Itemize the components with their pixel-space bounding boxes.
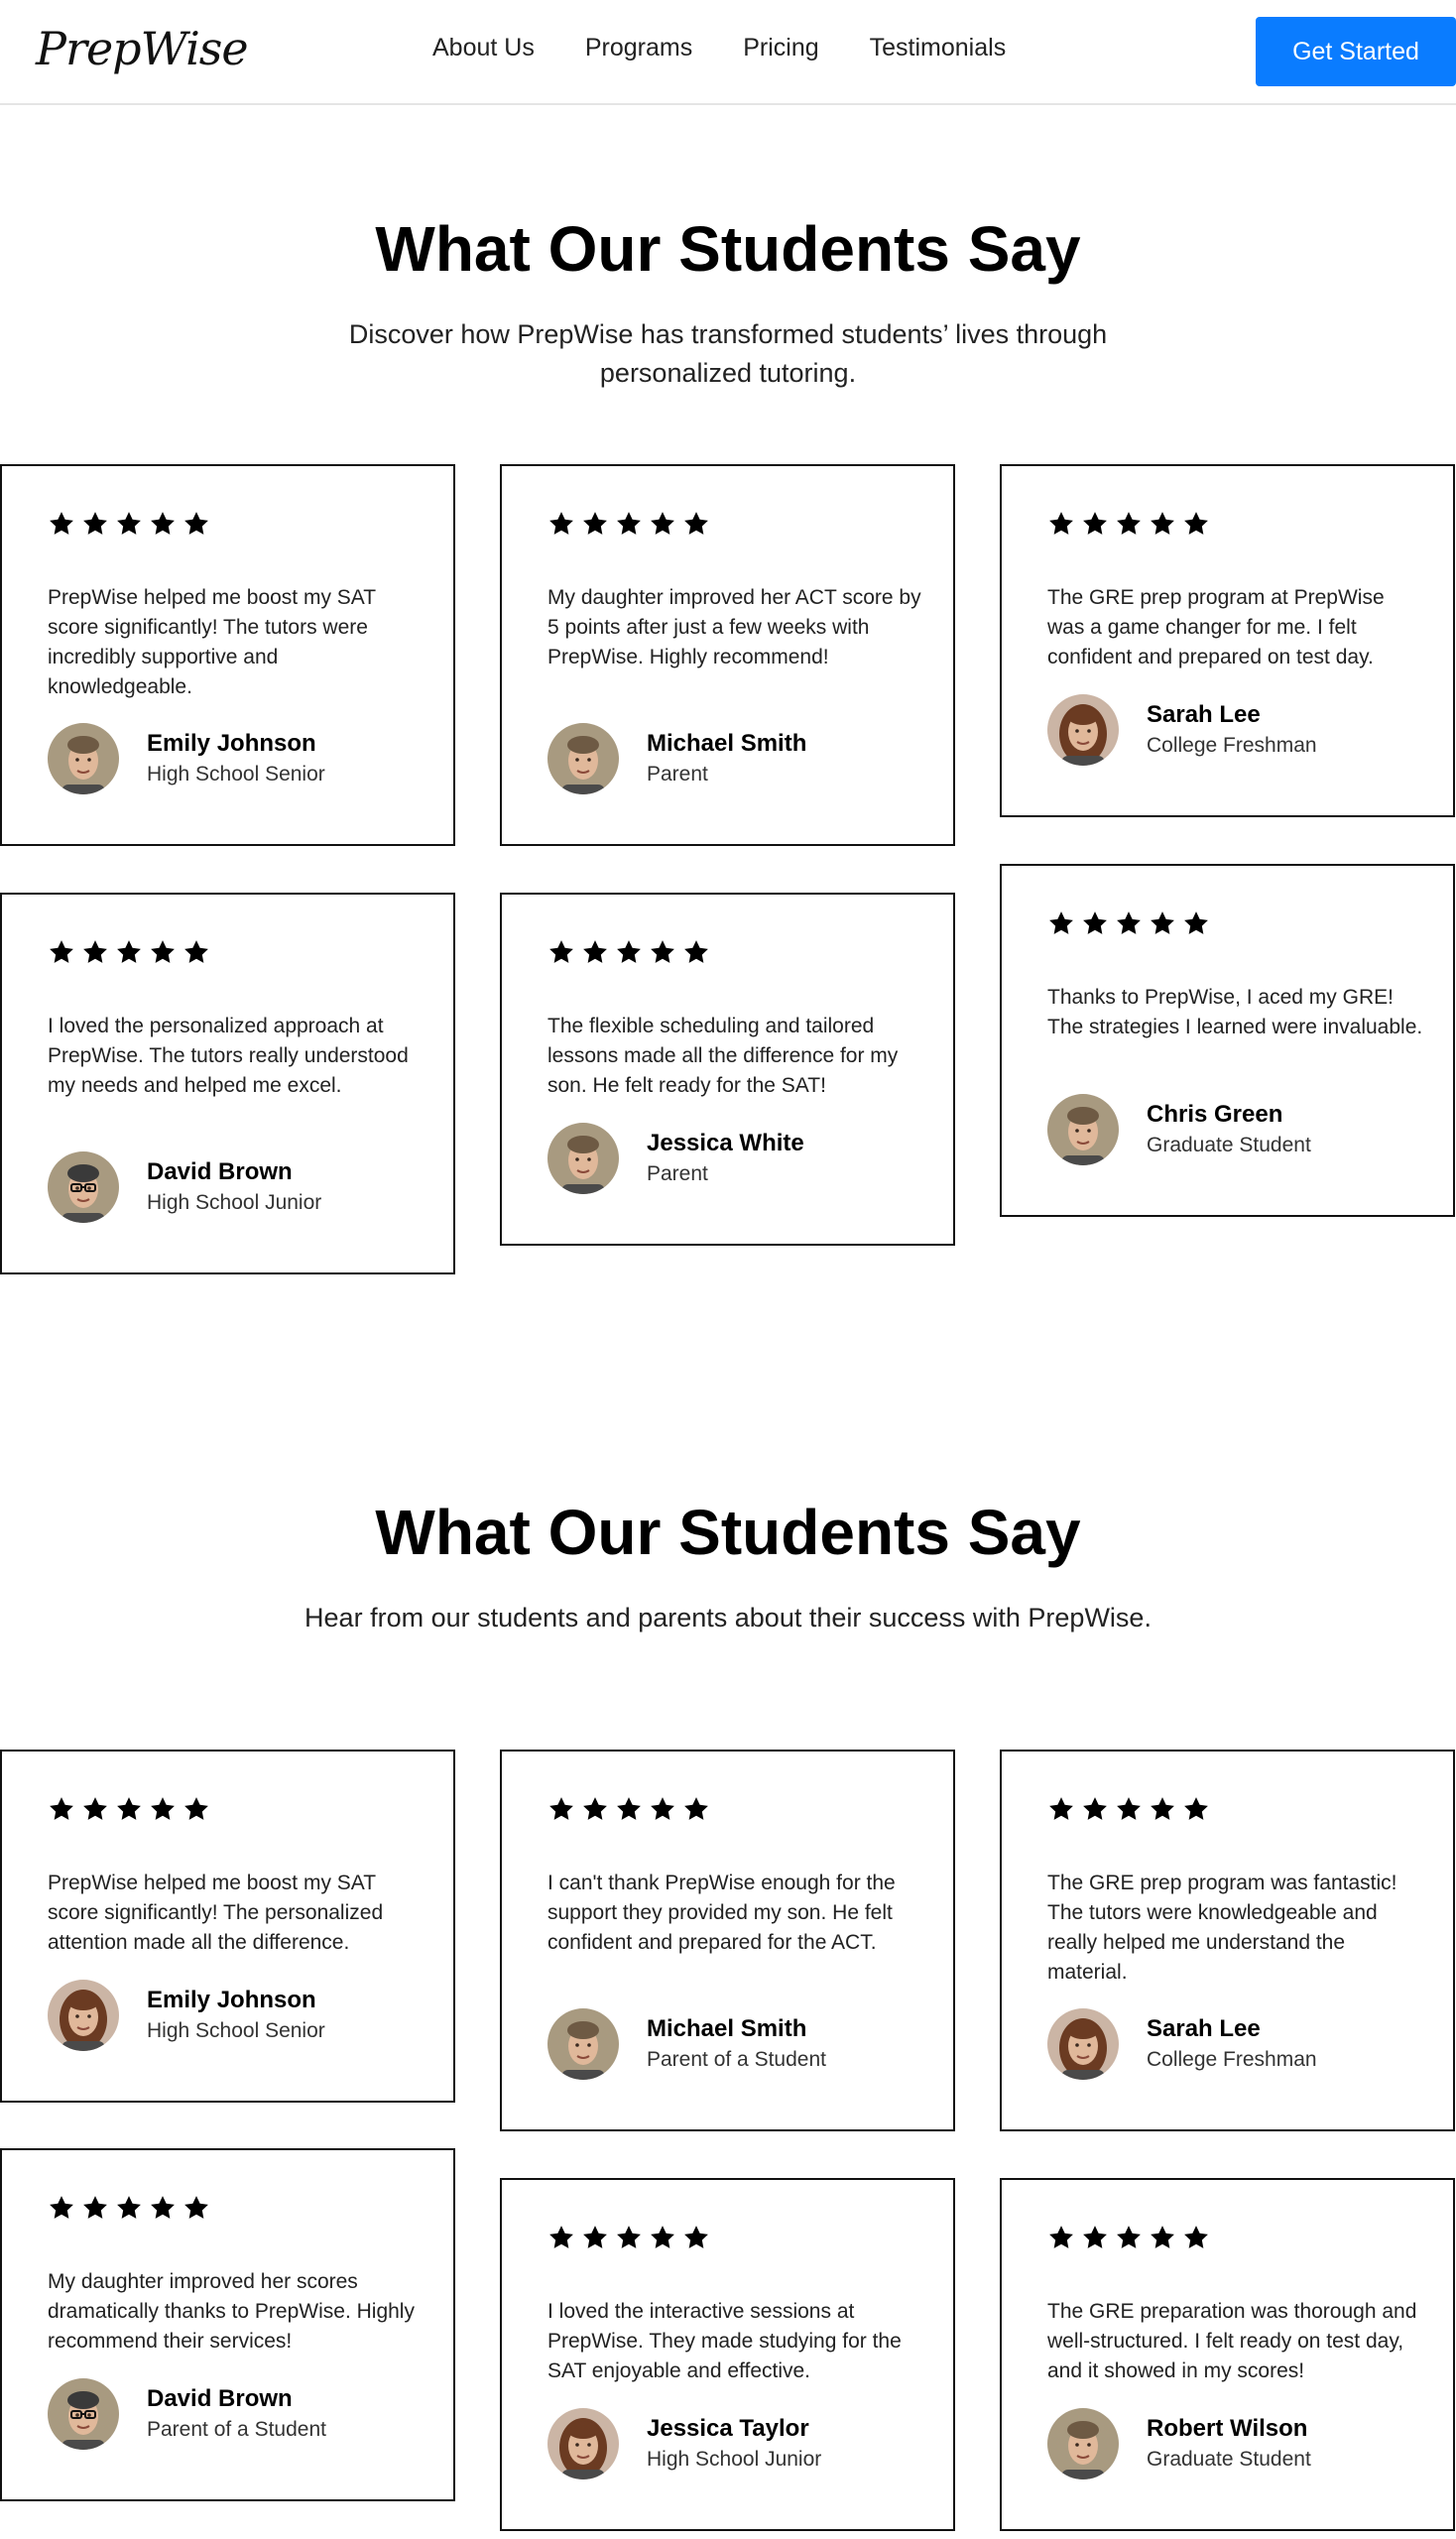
testimonial-author [547,1123,804,1194]
author-role: College Freshman [1147,734,1317,757]
author-name: Jessica White [647,1130,804,1156]
testimonial-author [1047,2408,1311,2479]
avatar [48,1151,119,1223]
section-title: What Our Students Say [375,1497,1081,1568]
star-icon [182,2194,210,2222]
rating-stars [547,2224,710,2251]
testimonial-card [500,1750,955,2131]
star-icon [1047,909,1075,937]
main-nav [432,34,1006,62]
star-icon [48,938,75,966]
testimonial-card [1000,464,1455,817]
rating-stars [1047,510,1210,538]
testimonial-card [500,893,955,1246]
testimonial-quote: Thanks to PrepWise, I aced my GRE! The strategies I learned were invaluable. [1047,986,1423,1038]
testimonial-author [48,1151,321,1223]
star-icon [615,510,643,538]
avatar [1047,694,1119,766]
testimonial-card [0,893,455,1274]
get-started-button[interactable]: Get Started [1256,17,1456,86]
testimonial-card [1000,1750,1455,2131]
testimonial-card [0,2148,455,2501]
star-icon [115,938,143,966]
testimonial-card [500,2178,955,2531]
star-icon [1182,1795,1210,1823]
star-icon [81,1795,109,1823]
testimonial-author [48,2378,326,2450]
site-header [0,0,1456,105]
star-icon [615,2224,643,2251]
testimonial-quote: I loved the personalized approach at PrepWise. The tutors really understood my needs and helped me excel. [48,1015,409,1097]
star-icon [182,938,210,966]
author-role: Parent of a Student [647,2048,826,2071]
nav-pricing[interactable]: Pricing [743,34,819,61]
section-subtitle: Discover how PrepWise has transformed students’ lives through personalized tutoring. [348,319,1108,388]
testimonial-card [1000,2178,1455,2531]
section-title: What Our Students Say [375,213,1081,285]
star-icon [48,1795,75,1823]
rating-stars [547,1795,710,1823]
star-icon [547,938,575,966]
author-role: Parent [647,763,708,786]
testimonial-quote: The flexible scheduling and tailored lessons made all the difference for my son. He felt ready for the SAT! [547,1015,899,1097]
author-name: Jessica Taylor [647,2415,809,2442]
nav-programs[interactable]: Programs [584,34,693,61]
rating-stars [48,510,210,538]
star-icon [81,938,109,966]
star-icon [649,510,676,538]
star-icon [682,1795,710,1823]
star-icon [547,2224,575,2251]
nav-testimonials[interactable]: Testimonials [869,34,1007,61]
star-icon [182,510,210,538]
avatar [1047,2008,1119,2080]
author-name: Chris Green [1147,1101,1283,1128]
star-icon [1149,2224,1176,2251]
rating-stars [1047,2224,1210,2251]
star-icon [581,2224,609,2251]
author-role: Graduate Student [1147,1134,1311,1156]
avatar [547,2408,619,2479]
author-role: Parent of a Student [147,2418,326,2441]
star-icon [1081,1795,1109,1823]
rating-stars [547,510,710,538]
star-icon [1182,510,1210,538]
testimonial-quote: The GRE preparation was thorough and well-structured. I felt ready on test day, and it showed in my scores! [1047,2300,1417,2382]
rating-stars [48,2194,210,2222]
star-icon [48,510,75,538]
star-icon [115,2194,143,2222]
author-name: Sarah Lee [1147,2015,1261,2042]
testimonial-author [1047,694,1317,766]
star-icon [615,1795,643,1823]
star-icon [149,938,177,966]
star-icon [149,2194,177,2222]
avatar [1047,1094,1119,1165]
star-icon [182,1795,210,1823]
avatar [1047,2408,1119,2479]
star-icon [1115,1795,1143,1823]
author-role: Graduate Student [1147,2448,1311,2471]
star-icon [1047,2224,1075,2251]
rating-stars [1047,909,1210,937]
author-role: High School Junior [647,2448,822,2471]
avatar [547,2008,619,2080]
author-name: Emily Johnson [147,730,316,757]
star-icon [48,2194,75,2222]
author-role: High School Senior [147,2019,325,2042]
testimonial-author [547,723,806,794]
rating-stars [1047,1795,1210,1823]
star-icon [1149,510,1176,538]
testimonial-card [0,464,455,846]
avatar [547,723,619,794]
author-role: Parent [647,1162,708,1185]
star-icon [649,1795,676,1823]
author-role: College Freshman [1147,2048,1317,2071]
star-icon [1047,1795,1075,1823]
star-icon [649,938,676,966]
testimonial-author [547,2008,826,2080]
testimonial-quote: I can't thank PrepWise enough for the support they provided my son. He felt confident and prepared for the ACT. [547,1872,896,1954]
star-icon [1149,1795,1176,1823]
star-icon [682,938,710,966]
testimonial-quote: PrepWise helped me boost my SAT score significantly! The personalized attention made all the difference. [48,1872,384,1954]
testimonial-quote: The GRE prep program at PrepWise was a game changer for me. I felt confident and prepared on test day. [1047,586,1385,668]
star-icon [1149,909,1176,937]
testimonial-quote: I loved the interactive sessions at PrepWise. They made studying for the SAT enjoyable and effective. [547,2300,902,2382]
rating-stars [547,938,710,966]
star-icon [1047,510,1075,538]
author-name: Emily Johnson [147,1987,316,2013]
author-name: David Brown [147,2385,293,2412]
star-icon [547,1795,575,1823]
star-icon [1081,2224,1109,2251]
author-role: High School Junior [147,1191,322,1214]
star-icon [81,510,109,538]
section-subtitle: Hear from our students and parents about their success with PrepWise. [304,1603,1152,1632]
star-icon [1115,510,1143,538]
testimonial-card [1000,864,1455,1217]
testimonial-quote: The GRE prep program was fantastic! The tutors were knowledgeable and really helped me understand the material. [1047,1872,1397,1984]
testimonial-quote: My daughter improved her scores dramatically thanks to PrepWise. Highly recommend their services! [48,2270,415,2353]
star-icon [581,1795,609,1823]
avatar [48,1980,119,2051]
star-icon [1081,510,1109,538]
star-icon [115,510,143,538]
rating-stars [48,938,210,966]
star-icon [615,938,643,966]
author-name: Sarah Lee [1147,701,1261,728]
author-name: Michael Smith [647,730,807,757]
logo[interactable]: PrepWise [36,22,248,75]
author-name: Michael Smith [647,2015,807,2042]
testimonial-quote: My daughter improved her ACT score by 5 points after just a few weeks with PrepWise. Highly recommend! [547,586,921,668]
testimonial-card [0,1750,455,2103]
author-name: Robert Wilson [1147,2415,1308,2442]
avatar [48,723,119,794]
star-icon [682,2224,710,2251]
star-icon [149,1795,177,1823]
star-icon [1115,909,1143,937]
star-icon [581,938,609,966]
star-icon [1182,909,1210,937]
testimonial-card [500,464,955,846]
star-icon [115,1795,143,1823]
testimonial-author [48,1980,325,2051]
star-icon [1182,2224,1210,2251]
testimonial-author [1047,1094,1311,1165]
nav-about-us[interactable]: About Us [432,34,535,61]
star-icon [649,2224,676,2251]
avatar [547,1123,619,1194]
author-name: David Brown [147,1158,293,1185]
avatar [48,2378,119,2450]
author-role: High School Senior [147,763,325,786]
star-icon [81,2194,109,2222]
testimonial-author [1047,2008,1317,2080]
star-icon [1081,909,1109,937]
testimonial-author [48,723,325,794]
testimonial-author [547,2408,821,2479]
rating-stars [48,1795,210,1823]
star-icon [149,510,177,538]
star-icon [581,510,609,538]
testimonial-quote: PrepWise helped me boost my SAT score significantly! The tutors were incredibly supportive and knowledgeable. [48,586,376,698]
star-icon [547,510,575,538]
star-icon [682,510,710,538]
star-icon [1115,2224,1143,2251]
